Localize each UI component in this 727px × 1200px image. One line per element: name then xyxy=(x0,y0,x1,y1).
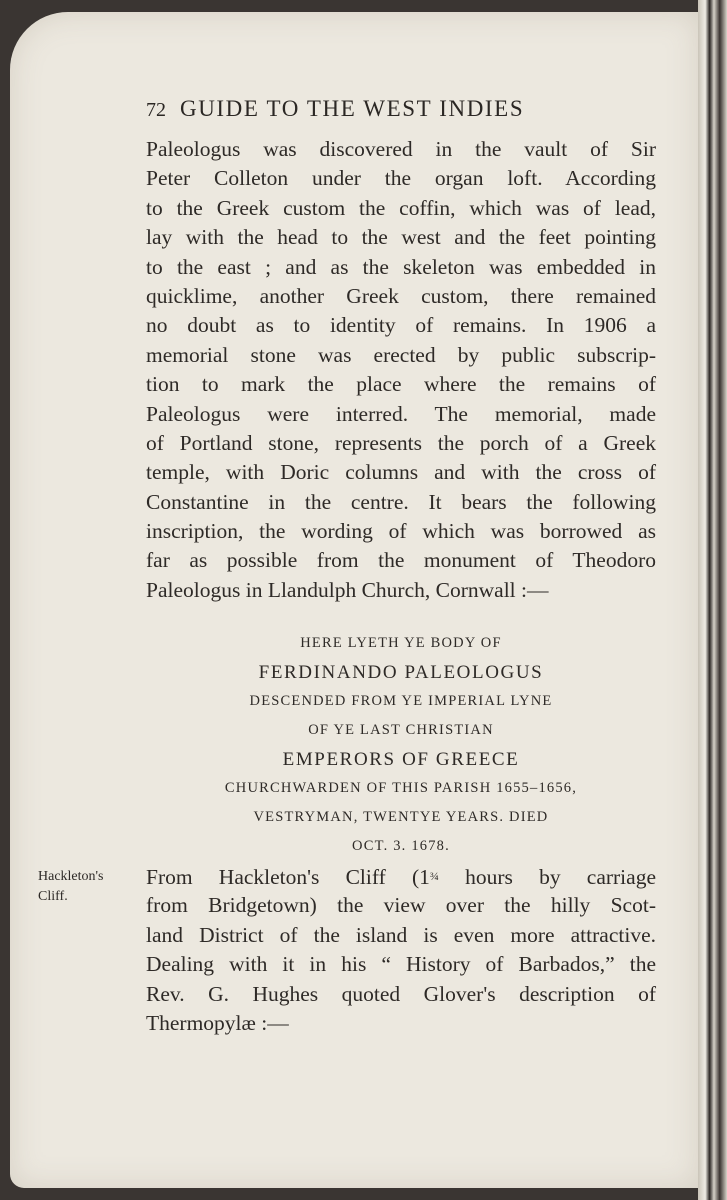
margin-note-line: Cliff. xyxy=(38,889,68,904)
text-line: lay with the head to the west and the feet pointing xyxy=(146,225,656,250)
running-title: GUIDE TO THE WEST INDIES xyxy=(180,96,525,121)
text-line: Paleologus were interred. The memorial, made xyxy=(146,401,656,426)
inscription-line: OCT. 3. 1678. xyxy=(352,838,450,854)
margin-note xyxy=(38,867,146,907)
book-spine xyxy=(698,0,727,1200)
inscription-line: CHURCHWARDEN OF THIS PARISH 1655–1656, xyxy=(224,780,578,796)
text-line: to the east ; and as the skeleton was embedded in xyxy=(146,254,656,279)
text-line: temple, with Doric columns and with the cross of xyxy=(146,460,656,485)
text-line: Peter Colleton under the organ loft. According xyxy=(146,166,656,191)
text-line: Dealing with it in his “ History of Barbados,” the xyxy=(146,952,656,977)
text-line: Constantine in the centre. It bears the following xyxy=(146,489,656,514)
text-line: no doubt as to identity of remains. In 1906 a xyxy=(146,313,656,338)
inscription-line: DESCENDED FROM YE IMPERIAL LYNE xyxy=(249,693,553,709)
text-line: from Bridgetown) the view over the hilly Scot- xyxy=(146,893,656,918)
fraction: ¾ xyxy=(429,869,439,883)
inscription-line: FERDINANDO PALEOLOGUS xyxy=(258,662,544,683)
paragraph-paleologus xyxy=(146,135,656,605)
text-line: Rev. G. Hughes quoted Glover's description of xyxy=(146,981,656,1006)
text-line: Thermopylæ :— xyxy=(146,1010,289,1035)
margin-note-line: Hackleton's xyxy=(38,869,104,884)
book-page xyxy=(10,12,698,1188)
text-line: quicklime, another Greek custom, there remained xyxy=(146,283,656,308)
text-line: inscription, the wording of which was borrowed as xyxy=(146,519,656,544)
text-line: Paleologus in Llandulph Church, Cornwall :— xyxy=(146,577,549,602)
inscription-line: HERE LYETH YE BODY OF xyxy=(300,635,502,651)
text-line: memorial stone was erected by public subscrip- xyxy=(146,342,656,367)
running-header xyxy=(146,96,666,130)
text-line: Paleologus was discovered in the vault of Sir xyxy=(146,137,656,161)
text-line: land District of the island is even more attractive. xyxy=(146,922,656,947)
text-line: of Portland stone, represents the porch of a Greek xyxy=(146,430,656,455)
text-line: far as possible from the monument of Theodoro xyxy=(146,548,656,573)
text-line: to the Greek custom the coffin, which was of lead, xyxy=(146,195,656,220)
inscription-line: OF YE LAST CHRISTIAN xyxy=(308,722,494,738)
paragraph-hackletons-cliff xyxy=(146,862,656,1038)
inscription-line: EMPERORS OF GREECE xyxy=(282,749,520,770)
memorial-inscription xyxy=(146,629,656,861)
inscription-line: VESTRYMAN, TWENTYE YEARS. DIED xyxy=(253,809,549,825)
page-number: 72 xyxy=(146,99,166,121)
text-line: From Hackleton's Cliff (1¾ hours by carriage xyxy=(146,862,656,891)
text-line: tion to mark the place where the remains of xyxy=(146,372,656,397)
